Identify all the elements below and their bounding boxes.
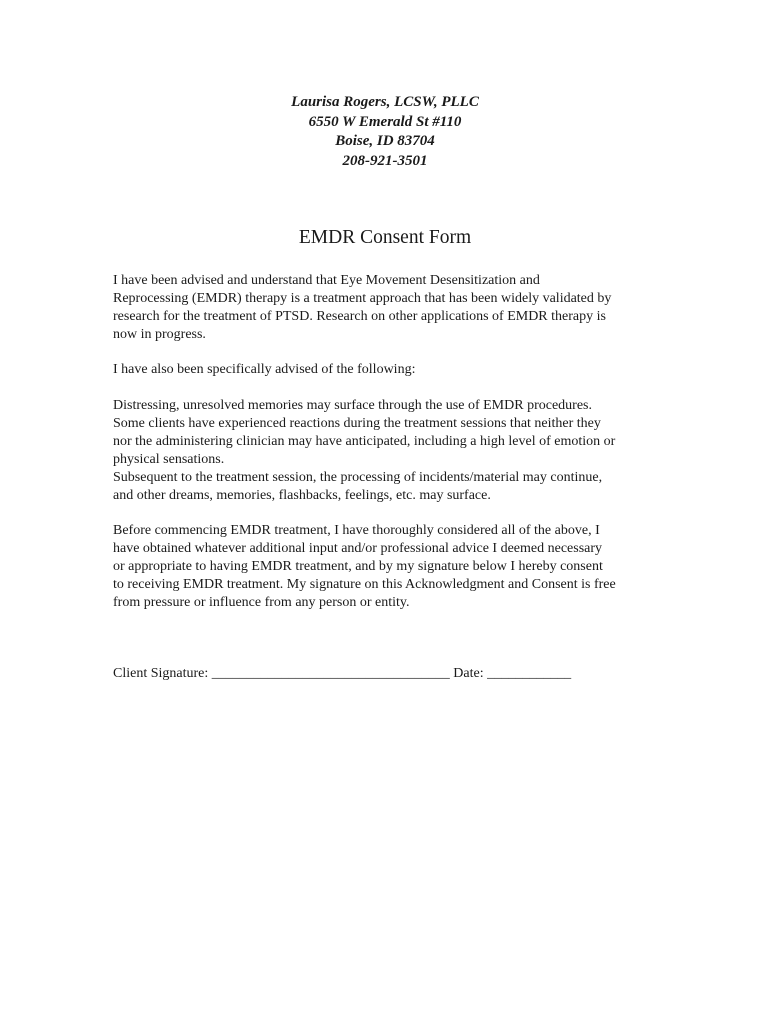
paragraph-line: Subsequent to the treatment session, the processing of incidents/material may continue, xyxy=(113,470,603,485)
paragraph-advised xyxy=(113,361,673,379)
paragraph-line: Reprocessing (EMDR) therapy is a treatment approach that has been widely validated by xyxy=(113,291,612,306)
paragraph-line: and other dreams, memories, flashbacks, feelings, etc. may surface. xyxy=(113,488,491,503)
paragraph-line: nor the administering clinician may have anticipated, including a high level of emotion or xyxy=(113,434,616,449)
paragraph-line: Before commencing EMDR treatment, I have thoroughly considered all of the above, I xyxy=(113,523,600,538)
client-signature-line: Client Signature: __________________________________ Date: ____________ xyxy=(113,666,572,681)
paragraph-line: or appropriate to having EMDR treatment, and by my signature below I hereby consent xyxy=(113,559,603,574)
document-title: EMDR Consent Form xyxy=(298,227,472,248)
paragraph-line: physical sensations. xyxy=(113,452,225,467)
paragraph-consent xyxy=(113,522,673,612)
paragraph-risks xyxy=(113,397,673,505)
practice-name: Laurisa Rogers, LCSW, PLLC xyxy=(291,94,479,110)
paragraph-line: from pressure or influence from any person or entity. xyxy=(113,595,410,610)
street-address: 6550 W Emerald St #110 xyxy=(308,113,462,130)
paragraph-line: to receiving EMDR treatment. My signature on this Acknowledgment and Consent is free xyxy=(113,577,616,592)
paragraph-intro xyxy=(113,272,673,344)
letterhead xyxy=(0,93,770,171)
paragraph-line: Distressing, unresolved memories may surface through the use of EMDR procedures. xyxy=(113,398,592,413)
paragraph-line: I have also been specifically advised of the following: xyxy=(113,362,416,377)
paragraph-line: have obtained whatever additional input and/or professional advice I deemed necessary xyxy=(113,541,603,556)
phone-number: 208-921-3501 xyxy=(342,152,428,169)
city-state-zip: Boise, ID 83704 xyxy=(335,133,435,149)
paragraph-line: research for the treatment of PTSD. Research on other applications of EMDR therapy is xyxy=(113,309,606,324)
paragraph-line: now in progress. xyxy=(113,327,206,342)
paragraph-line: Some clients have experienced reactions during the treatment sessions that neither they xyxy=(113,416,601,431)
paragraph-line: I have been advised and understand that Eye Movement Desensitization and xyxy=(113,273,540,288)
